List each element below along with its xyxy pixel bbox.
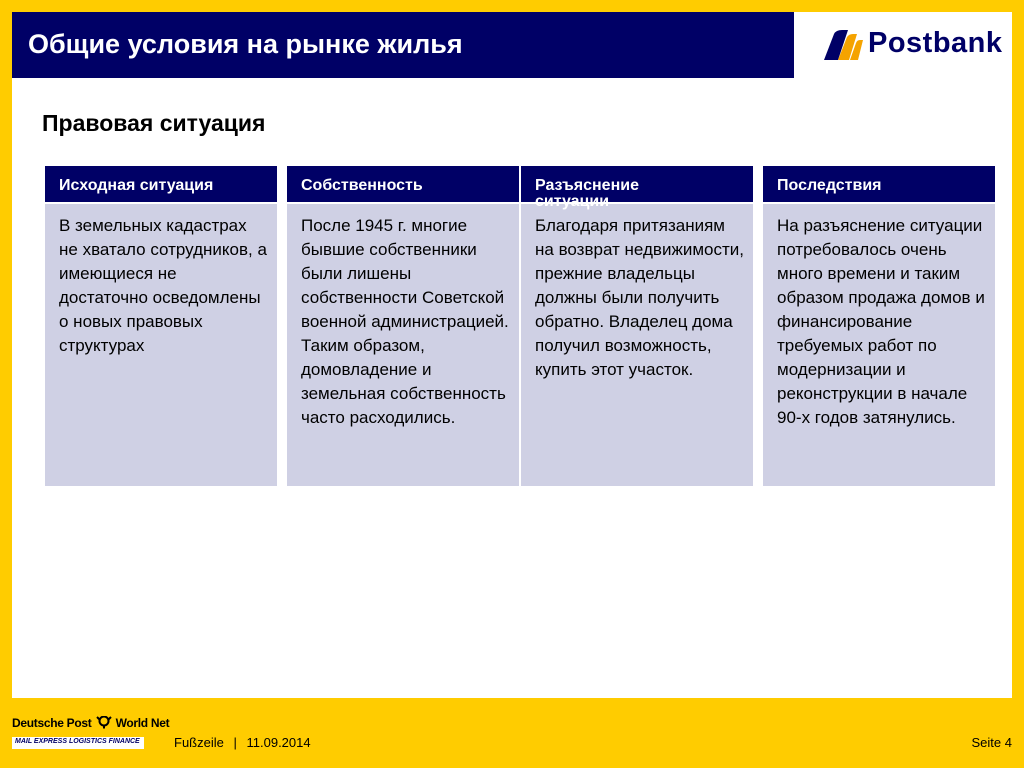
column-heading: Последствия <box>763 166 995 204</box>
column-heading-text: Разъяснение ситуации <box>535 177 639 210</box>
postbank-stripes-icon <box>820 28 864 62</box>
deutsche-post-tagline-band <box>12 737 144 749</box>
column-clarification <box>521 166 753 486</box>
column-heading: Собственность <box>287 166 519 204</box>
column-heading <box>521 166 753 210</box>
page-title: Общие условия на рынке жилья <box>28 29 463 59</box>
column-heading: Исходная ситуация <box>45 166 277 204</box>
column-text: Благодаря притязаниям на возврат недвижимости, прежние владельцы должны были получить обратно. Владелец дома получил возможность, купить этот участок. <box>521 204 753 486</box>
section-subtitle: Правовая ситуация <box>42 110 266 136</box>
slide <box>12 12 1012 698</box>
title-bar <box>12 12 794 78</box>
column-text: После 1945 г. многие бывшие собственники были лишены собственности Советской военной администрацией. Таким образом, домовладение и земельная собственность часто расходились. <box>287 204 519 486</box>
deutsche-post-logo <box>12 716 170 752</box>
column-ownership <box>287 166 519 486</box>
page-number: Seite 4 <box>971 735 1012 750</box>
column-text: На разъяснение ситуации потребовалось очень много времени и таким образом продажа домов и финансирование требуемых работ по модернизации и реконструкции в начале 90-х годов затянулись. <box>763 204 995 486</box>
postbank-wordmark: Postbank <box>868 27 1003 59</box>
post-horn-icon <box>96 716 112 729</box>
column-initial-situation <box>45 166 277 486</box>
footer-separator: | <box>233 735 237 750</box>
footer-info <box>174 735 311 750</box>
column-text: В земельных кадастрах не хватало сотрудников, а имеющиеся не достаточно осведомлены о новых правовых структурах <box>45 204 277 486</box>
footer-date: 11.09.2014 <box>246 735 311 750</box>
postbank-logo <box>820 26 1003 62</box>
deutsche-post-wordmark: Deutsche Post World Net <box>12 716 170 730</box>
deutsche-post-tagline: MAIL EXPRESS LOGISTICS FINANCE <box>15 738 140 745</box>
footer-label: Fußzeile <box>174 735 224 750</box>
column-consequences <box>763 166 995 486</box>
